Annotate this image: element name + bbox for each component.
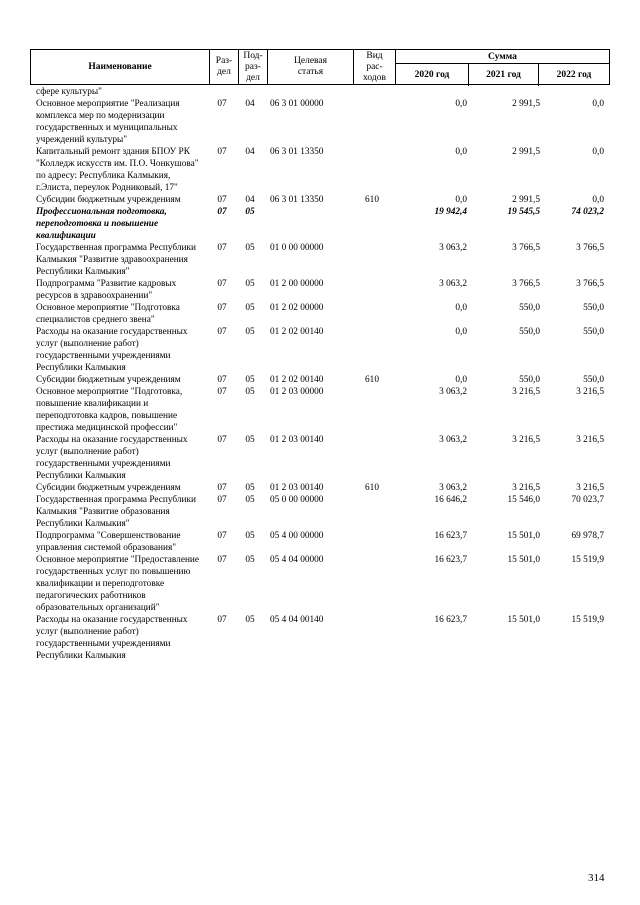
row-sum-2021: 3 766,5 (512, 243, 540, 253)
row-sum-2021: 15 501,0 (507, 615, 540, 625)
row-podrazdel: 05 (245, 279, 255, 289)
row-podrazdel: 04 (245, 195, 255, 205)
row-sum-2022: 3 766,5 (576, 243, 604, 253)
row-razdel: 07 (217, 375, 227, 385)
row-vid: 610 (365, 375, 379, 385)
row-podrazdel: 05 (245, 615, 255, 625)
row-razdel: 07 (217, 483, 227, 493)
row-vid: 610 (365, 483, 379, 493)
row-sum-2021: 550,0 (519, 303, 540, 313)
table-row (30, 554, 610, 614)
row-podrazdel: 05 (245, 243, 255, 253)
row-sum-2022: 15 519,9 (571, 615, 604, 625)
row-podrazdel: 05 (245, 303, 255, 313)
table-row (30, 98, 610, 146)
row-razdel: 07 (217, 495, 227, 505)
row-name: Подпрограмма "Совершенствование управления системой образования" (36, 531, 181, 553)
row-razdel: 07 (217, 147, 227, 157)
row-razdel: 07 (217, 615, 227, 625)
row-sum-2020: 3 063,2 (439, 483, 467, 493)
table-row (30, 242, 610, 278)
header-year-2020: 2020 год (396, 64, 469, 86)
table-row (30, 206, 610, 242)
row-sum-2021: 2 991,5 (512, 195, 540, 205)
row-sum-2021: 2 991,5 (512, 99, 540, 109)
row-razdel: 07 (217, 435, 227, 445)
table-row (30, 302, 610, 326)
table-row (30, 482, 610, 494)
row-celevaya: 06 3 01 13350 (270, 195, 324, 205)
row-celevaya: 05 4 04 00000 (270, 555, 324, 565)
header-year-2021: 2021 год (469, 64, 539, 86)
row-sum-2021: 3 216,5 (512, 435, 540, 445)
row-sum-2021: 550,0 (519, 327, 540, 337)
row-celevaya: 06 3 01 00000 (270, 99, 324, 109)
row-sum-2022: 74 023,2 (571, 207, 604, 217)
row-sum-2022: 550,0 (583, 375, 604, 385)
header-razdel: Раз- дел (210, 50, 239, 84)
row-name: Основное мероприятие "Подготовка, повышение квалификации и переподготовка кадров, повышение престижа медицинской профессии" (36, 387, 183, 433)
row-sum-2020: 0,0 (455, 147, 467, 157)
row-celevaya: 01 2 00 00000 (270, 279, 324, 289)
row-name: Расходы на оказание государственных услуг (выполнение работ) государственными учреждениями Республики Калмыкия (36, 435, 188, 481)
row-razdel: 07 (217, 555, 227, 565)
row-name: Капитальный ремонт здания БПОУ РК "Колледж искусств им. П.О. Чонкушова" по адресу: Республика Калмыкия, г.Элиста, переулок Родниковый, 17" (36, 147, 199, 193)
row-name: Основное мероприятие "Подготовка специалистов среднего звена" (36, 303, 180, 325)
row-sum-2020: 3 063,2 (439, 435, 467, 445)
row-name: Субсидии бюджетным учреждениям (36, 483, 181, 493)
row-sum-2021: 3 766,5 (512, 279, 540, 289)
table-row (30, 194, 610, 206)
row-celevaya: 01 0 00 00000 (270, 243, 324, 253)
row-sum-2020: 0,0 (455, 99, 467, 109)
row-razdel: 07 (217, 279, 227, 289)
row-podrazdel: 05 (245, 555, 255, 565)
table-row (30, 434, 610, 482)
row-sum-2021: 3 216,5 (512, 387, 540, 397)
row-name: Основное мероприятие "Предоставление государственных услуг по повышению квалификации и переподготовке педагогических работников образовательных организаций" (36, 555, 200, 613)
table-body (30, 86, 610, 662)
row-sum-2022: 70 023,7 (571, 495, 604, 505)
row-razdel: 07 (217, 387, 227, 397)
row-razdel: 07 (217, 243, 227, 253)
table-header (30, 49, 610, 85)
row-podrazdel: 05 (245, 375, 255, 385)
row-podrazdel: 05 (245, 483, 255, 493)
row-celevaya: 01 2 03 00140 (270, 483, 324, 493)
row-name: Подпрограмма "Развитие кадровых ресурсов в здравоохранении" (36, 279, 177, 301)
row-celevaya: 06 3 01 13350 (270, 147, 324, 157)
table-row (30, 614, 610, 662)
row-sum-2020: 16 646,2 (434, 495, 467, 505)
table-row (30, 374, 610, 386)
row-sum-2020: 16 623,7 (434, 531, 467, 541)
row-name: Субсидии бюджетным учреждениям (36, 375, 181, 385)
row-razdel: 07 (217, 303, 227, 313)
row-sum-2020: 3 063,2 (439, 279, 467, 289)
header-name: Наименование (31, 50, 210, 84)
row-podrazdel: 05 (245, 435, 255, 445)
row-celevaya: 05 0 00 00000 (270, 495, 324, 505)
row-sum-2022: 3 766,5 (576, 279, 604, 289)
row-podrazdel: 05 (245, 387, 255, 397)
row-sum-2022: 550,0 (583, 303, 604, 313)
row-sum-2021: 19 545,5 (507, 207, 540, 217)
row-celevaya: 01 2 02 00000 (270, 303, 324, 313)
row-celevaya: 05 4 00 00000 (270, 531, 324, 541)
table-row (30, 86, 610, 98)
row-razdel: 07 (217, 531, 227, 541)
row-celevaya: 01 2 02 00140 (270, 375, 324, 385)
row-name: Государственная программа Республики Калмыкия "Развитие здравоохранения Республики Калмыкия" (36, 243, 196, 277)
row-razdel: 07 (217, 195, 227, 205)
row-podrazdel: 05 (245, 495, 255, 505)
row-sum-2022: 0,0 (592, 99, 604, 109)
row-name: Государственная программа Республики Калмыкия "Развитие образования Республики Калмыкия" (36, 495, 196, 529)
row-name: Расходы на оказание государственных услуг (выполнение работ) государственными учреждениями Республики Калмыкия (36, 615, 188, 661)
table-row (30, 530, 610, 554)
row-sum-2020: 0,0 (455, 303, 467, 313)
page-number: 314 (588, 872, 605, 884)
row-sum-2020: 16 623,7 (434, 555, 467, 565)
row-name: Субсидии бюджетным учреждениям (36, 195, 181, 205)
row-sum-2021: 15 546,0 (507, 495, 540, 505)
row-celevaya: 01 2 03 00140 (270, 435, 324, 445)
header-summa: Сумма (396, 50, 609, 64)
header-vid: Вид рас- ходов (354, 50, 396, 84)
row-celevaya: 01 2 03 00000 (270, 387, 324, 397)
row-sum-2020: 19 942,4 (434, 207, 467, 217)
table-row (30, 494, 610, 530)
header-celevaya: Целевая статья (268, 50, 354, 84)
row-podrazdel: 05 (245, 207, 255, 217)
row-razdel: 07 (217, 327, 227, 337)
row-podrazdel: 05 (245, 531, 255, 541)
row-sum-2021: 3 216,5 (512, 483, 540, 493)
row-sum-2022: 69 978,7 (571, 531, 604, 541)
row-name: сфере культуры" (36, 87, 102, 97)
row-sum-2020: 3 063,2 (439, 243, 467, 253)
header-year-2022: 2022 год (556, 70, 592, 80)
row-sum-2022: 0,0 (592, 195, 604, 205)
row-sum-2020: 3 063,2 (439, 387, 467, 397)
row-razdel: 07 (217, 99, 227, 109)
row-sum-2022: 3 216,5 (576, 483, 604, 493)
row-sum-2021: 15 501,0 (507, 531, 540, 541)
row-celevaya: 05 4 04 00140 (270, 615, 324, 625)
row-podrazdel: 04 (245, 99, 255, 109)
row-sum-2022: 3 216,5 (576, 435, 604, 445)
row-sum-2022: 550,0 (583, 327, 604, 337)
row-sum-2022: 0,0 (592, 147, 604, 157)
row-sum-2021: 2 991,5 (512, 147, 540, 157)
row-sum-2020: 0,0 (455, 327, 467, 337)
row-razdel: 07 (217, 207, 227, 217)
table-row (30, 146, 610, 194)
row-sum-2020: 0,0 (455, 195, 467, 205)
header-podrazdel: Под- раз- дел (239, 50, 268, 84)
row-podrazdel: 05 (245, 327, 255, 337)
row-celevaya: 01 2 02 00140 (270, 327, 324, 337)
row-sum-2021: 15 501,0 (507, 555, 540, 565)
row-sum-2022: 15 519,9 (571, 555, 604, 565)
row-sum-2021: 550,0 (519, 375, 540, 385)
row-name: Основное мероприятие "Реализация комплекса мер по модернизации государственных и муниципальных учреждений культуры" (36, 99, 180, 145)
table-row (30, 278, 610, 302)
row-sum-2022: 3 216,5 (576, 387, 604, 397)
row-name: Профессиональная подготовка, переподготовка и повышение квалификации (36, 207, 167, 241)
row-podrazdel: 04 (245, 147, 255, 157)
row-vid: 610 (365, 195, 379, 205)
row-sum-2020: 16 623,7 (434, 615, 467, 625)
row-name: Расходы на оказание государственных услуг (выполнение работ) государственными учреждениями Республики Калмыкия (36, 327, 188, 373)
row-sum-2020: 0,0 (455, 375, 467, 385)
table-row (30, 326, 610, 374)
table-row (30, 386, 610, 434)
